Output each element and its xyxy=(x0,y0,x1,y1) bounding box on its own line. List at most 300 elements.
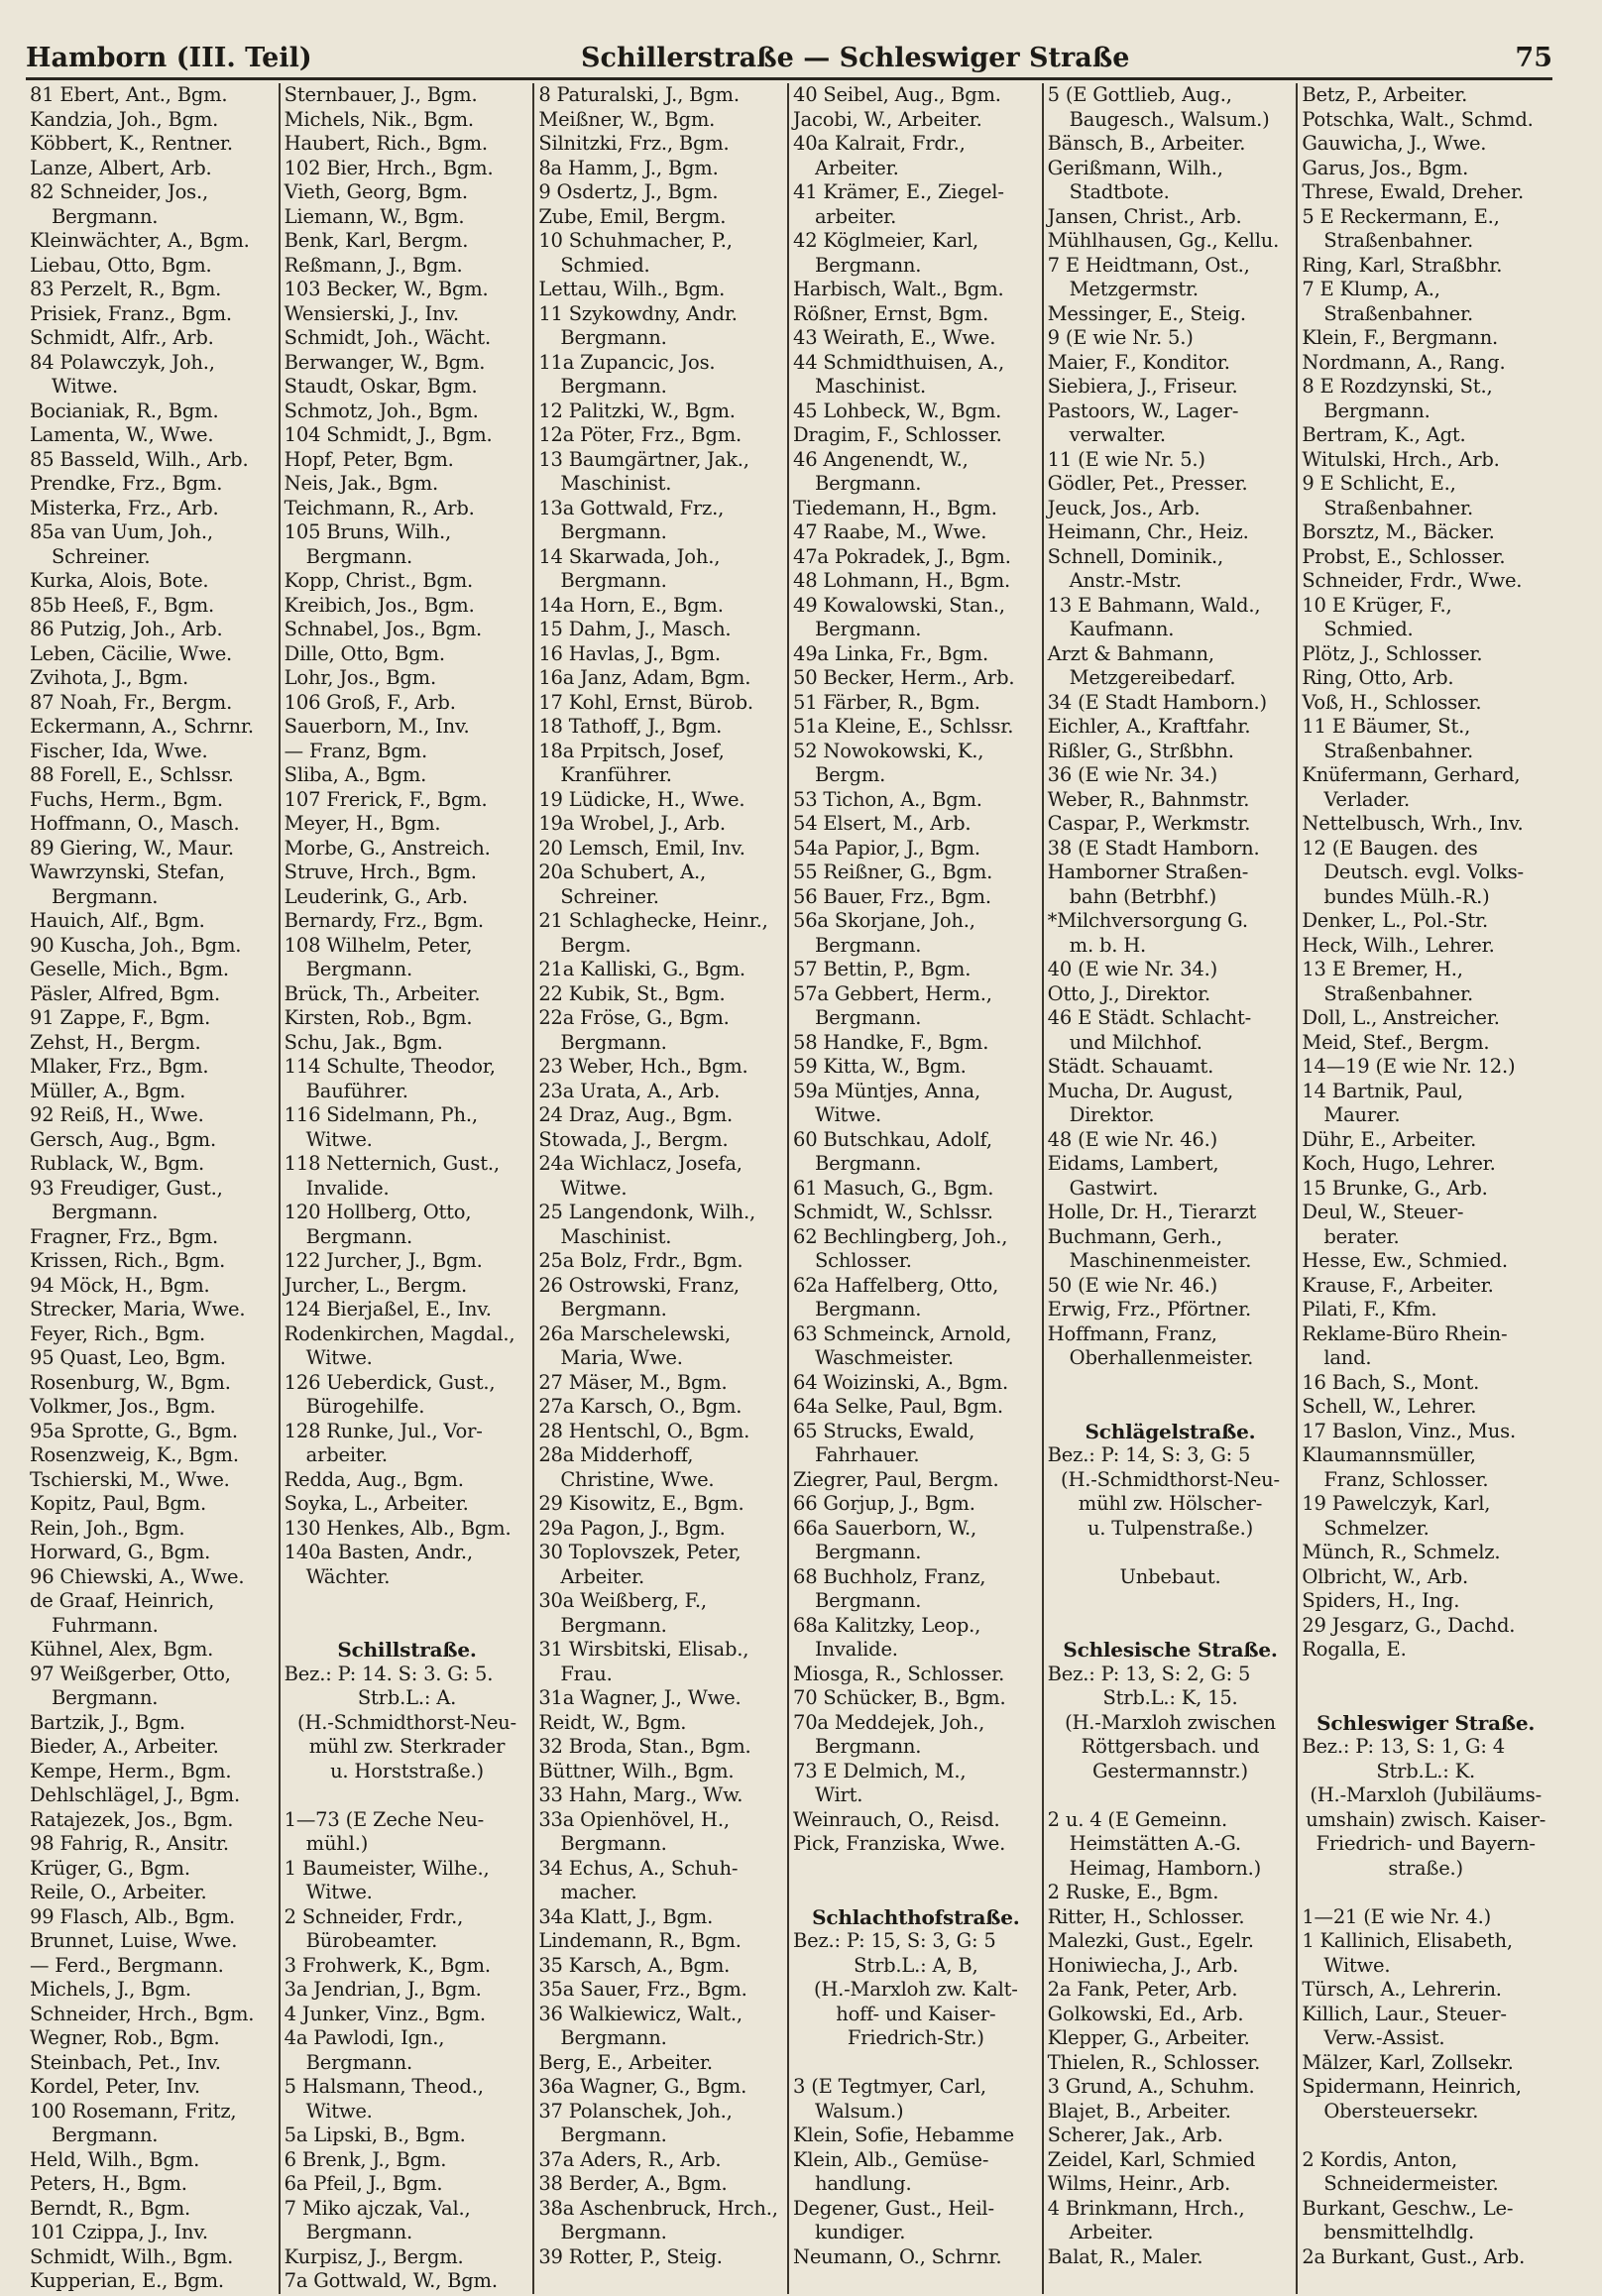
entry-line: Köbbert, K., Rentner. xyxy=(30,132,233,155)
street-heading: Schlachthofstraße. xyxy=(812,1904,1020,1929)
entry-line: Dragim, F., Schlosser. xyxy=(792,423,1002,446)
entry-line: 87 Noah, Fr., Bergm. xyxy=(30,690,233,714)
entry-line: Bergmann. xyxy=(814,1735,922,1758)
entry-line: Hauich, Alf., Bgm. xyxy=(30,909,205,932)
entry-line: Witwe. xyxy=(52,375,119,398)
entry-line: Kandzia, Joh., Bgm. xyxy=(30,107,219,131)
entry-line: Misterka, Frz., Arb. xyxy=(30,496,219,519)
entry-line: Witwe. xyxy=(560,1176,628,1200)
entry-line: 6a Pfeil, J., Bgm. xyxy=(284,2172,443,2195)
entry-line: 5 E Reckermann, E., xyxy=(1302,204,1500,228)
entry-line: arbeiter. xyxy=(305,1443,388,1466)
entry-line: 10 Schuhmacher, P., xyxy=(538,229,733,252)
entry-line: Bergmann. xyxy=(560,2124,667,2146)
entry-line: Krause, F., Arbeiter. xyxy=(1302,1273,1494,1297)
entry-line: land. xyxy=(1323,1346,1372,1369)
entry-line: 25a Bolz, Frdr., Bgm. xyxy=(538,1249,744,1272)
entry-line: Degener, Gust., Heil- xyxy=(792,2196,994,2220)
entry-line: 84 Polawczyk, Joh., xyxy=(30,350,215,374)
entry-line: 26a Marschelewski, xyxy=(538,1321,732,1345)
entry-line: Wensierski, J., Inv. xyxy=(284,301,459,325)
entry-line: Michels, Nik., Bgm. xyxy=(284,107,474,131)
entry-line: handlung. xyxy=(814,2172,912,2195)
entry-line: Mühlhausen, Gg., Kellu. xyxy=(1047,229,1280,252)
entry-line: Bergmann. xyxy=(814,1589,922,1612)
entry-line: Fragner, Frz., Bgm. xyxy=(30,1224,219,1248)
entry-line: 10 E Krüger, F., xyxy=(1302,593,1452,617)
entry-line: Strecker, Maria, Wwe. xyxy=(30,1298,246,1320)
entry-line: Zvihota, J., Bgm. xyxy=(30,666,188,689)
entry-line: 23a Urata, A., Arb. xyxy=(538,1079,721,1102)
entry-line: Türsch, A., Lehrerin. xyxy=(1302,1978,1502,2001)
entry-line: 14 Skarwada, Joh., xyxy=(538,544,721,568)
entry-line: Rein, Joh., Bgm. xyxy=(30,1516,185,1540)
entry-line: 3a Jendrian, J., Bgm. xyxy=(284,1978,482,2001)
entry-line: 8 Paturalski, J., Bgm. xyxy=(538,83,740,106)
entry-line: Invalide. xyxy=(305,1176,390,1200)
entry-line: 12 (E Baugen. des xyxy=(1302,836,1478,860)
entry-line: 91 Zappe, F., Bgm. xyxy=(30,1006,211,1029)
entry-line: 92 Reiß, H., Wwe. xyxy=(30,1103,204,1126)
entry-line: 64 Woizinski, A., Bgm. xyxy=(792,1370,1008,1394)
entry-line: Maurer. xyxy=(1323,1103,1401,1126)
entry-line: Prendke, Frz., Bgm. xyxy=(30,472,223,495)
entry-line: 54a Papior, J., Bgm. xyxy=(792,836,980,860)
entry-line: 70 Schücker, B., Bgm. xyxy=(792,1686,1006,1709)
entry-line: Schmidt, Joh., Wächt. xyxy=(284,326,491,349)
spacer xyxy=(1302,1686,1549,1711)
entry-line: 4 Brinkmann, Hrch., xyxy=(1047,2196,1245,2220)
entry-line: 61 Masuch, G., Bgm. xyxy=(792,1176,994,1200)
entry-line: Bez.: P: 13, S: 2, G: 5 xyxy=(1047,1662,1251,1685)
column-1 xyxy=(26,83,281,2294)
entry-line: Doll, L., Anstreicher. xyxy=(1302,1006,1500,1029)
entry-line: 90 Kuscha, Joh., Bgm. xyxy=(30,933,242,957)
entry-line: Schu, Jak., Bgm. xyxy=(284,1030,443,1054)
entry-line: Rodenkirchen, Magdal., xyxy=(284,1321,515,1345)
entry-line: Heimann, Chr., Heiz. xyxy=(1047,520,1249,543)
entry-line: 34 (E Stadt Hamborn.) xyxy=(1047,690,1267,714)
entry-line: 13 E Bahmann, Wald., xyxy=(1047,593,1261,617)
entry-line: 70a Meddejek, Joh., xyxy=(792,1710,985,1734)
entry-line: Bergmann. xyxy=(305,544,412,568)
entry-line: Kopp, Christ., Bgm. xyxy=(284,569,473,592)
entry-line: Rosenzweig, K., Bgm. xyxy=(30,1443,239,1466)
entry-line: 49 Kowalowski, Stan., xyxy=(792,593,1005,617)
entry-line: 35a Sauer, Frz., Bgm. xyxy=(538,1978,747,2001)
entry-line: Gastwirt. xyxy=(1069,1176,1159,1200)
entry-line: u. Horststraße.) xyxy=(330,1759,484,1782)
street-heading: Schlägelstraße. xyxy=(1085,1419,1256,1443)
entry-line: 40 (E wie Nr. 34.) xyxy=(1047,958,1218,980)
entry-line: Tiedemann, H., Bgm. xyxy=(792,496,997,519)
entry-line: Caspar, P., Werkmstr. xyxy=(1047,812,1251,835)
entry-line: Heimag, Hamborn.) xyxy=(1069,1856,1262,1880)
entry-line: 9 E Schlicht, E., xyxy=(1302,472,1456,495)
column-3 xyxy=(534,83,789,2294)
entry-line: Schmidt, Wilh., Bgm. xyxy=(30,2244,234,2268)
entry-line: Lettau, Wilh., Bgm. xyxy=(538,278,726,300)
entry-line: Bergmann. xyxy=(52,1686,159,1709)
entry-line: Waschmeister. xyxy=(814,1346,954,1369)
entry-line: Mlaker, Frz., Bgm. xyxy=(30,1055,209,1078)
entry-line: 29a Pagon, J., Bgm. xyxy=(538,1516,726,1540)
entry-line: 29 Kisowitz, E., Bgm. xyxy=(538,1492,744,1515)
entry-line: Schmotz, Joh., Bgm. xyxy=(284,399,479,422)
entry-line: 62a Haffelberg, Otto, xyxy=(792,1273,999,1297)
entry-line: Fahrhauer. xyxy=(814,1443,920,1466)
entry-line: Hoffmann, Franz, xyxy=(1047,1321,1217,1345)
entry-line: Olbricht, W., Arb. xyxy=(1302,1564,1469,1588)
entry-line: Klepper, G., Arbeiter. xyxy=(1047,2026,1250,2049)
entry-line: Walsum.) xyxy=(814,2099,904,2123)
entry-line: Berg, E., Arbeiter. xyxy=(538,2050,713,2074)
entry-line: Holle, Dr. H., Tierarzt xyxy=(1047,1201,1257,1223)
entry-line: Kurpisz, J., Bergm. xyxy=(284,2244,464,2268)
entry-line: Fuhrmann. xyxy=(52,1613,159,1637)
entry-line: 19a Wrobel, J., Arb. xyxy=(538,812,726,835)
entry-line: Bergmann. xyxy=(305,1224,412,1248)
entry-line: bahn (Betrbhf.) xyxy=(1069,884,1217,908)
entry-line: Lamenta, W., Wwe. xyxy=(30,423,214,446)
entry-line: 82 Schneider, Jos., xyxy=(30,180,208,203)
entry-line: Jurcher, L., Bergm. xyxy=(284,1273,468,1297)
entry-line: Bez.: P: 14, S: 3, G: 5 xyxy=(1047,1443,1251,1466)
entry-line: Eidams, Lambert, xyxy=(1047,1152,1219,1175)
entry-line: Weber, R., Bahnmstr. xyxy=(1047,787,1250,811)
entry-line: 89 Giering, W., Maur. xyxy=(30,836,234,860)
entry-line: Eichler, A., Kraftfahr. xyxy=(1047,715,1251,738)
entry-line: Miosga, R., Schlosser. xyxy=(792,1662,1005,1685)
entry-line: Hamborner Straßen- xyxy=(1047,861,1249,883)
entry-line: Plötz, J., Schlosser. xyxy=(1302,641,1483,665)
entry-line: Schreiner. xyxy=(52,544,151,568)
entry-line: Bergmann. xyxy=(560,1832,667,1855)
entry-line: 108 Wilhelm, Peter, xyxy=(284,933,473,957)
entry-line: Harbisch, Walt., Bgm. xyxy=(792,278,1004,300)
entry-line: Ring, Otto, Arb. xyxy=(1302,666,1454,689)
entry-line: 17 Kohl, Ernst, Bürob. xyxy=(538,690,753,714)
entry-line: Reklame-Büro Rhein- xyxy=(1302,1321,1508,1345)
entry-line: Strb.L.: A, B, xyxy=(854,1953,978,1977)
entry-line: Nordmann, A., Rang. xyxy=(1302,350,1506,374)
page-header xyxy=(26,38,1552,80)
entry-line: 68 Buchholz, Franz, xyxy=(792,1564,986,1588)
entry-line: Päsler, Alfred, Bgm. xyxy=(30,981,221,1005)
entry-line: 55 Reißner, G., Bgm. xyxy=(792,861,993,883)
entry-line: 122 Jurcher, J., Bgm. xyxy=(284,1249,483,1272)
entry-line: Bürogehilfe. xyxy=(305,1395,425,1418)
entry-line: Teichmann, R., Arb. xyxy=(284,496,475,519)
entry-line: 17 Baslon, Vinz., Mus. xyxy=(1302,1419,1516,1442)
entry-line: Hoffmann, O., Masch. xyxy=(30,812,240,835)
entry-line: Horward, G., Bgm. xyxy=(30,1541,211,1563)
entry-line: Reile, O., Arbeiter. xyxy=(30,1881,207,1903)
entry-line: 7a Gottwald, W., Bgm. xyxy=(284,2269,498,2292)
spacer xyxy=(1048,1541,1294,1565)
entry-line: Schneidermeister. xyxy=(1323,2172,1499,2195)
entry-line: Prisiek, Franz., Bgm. xyxy=(30,301,232,325)
entry-line: Bieder, A., Arbeiter. xyxy=(30,1735,219,1758)
entry-line: 12 Palitzki, W., Bgm. xyxy=(538,399,736,422)
entry-line: 9 (E wie Nr. 5.) xyxy=(1047,326,1194,349)
entry-line: 7 E Klump, A., xyxy=(1302,278,1440,300)
column-2 xyxy=(281,83,535,2294)
entry-line: Bergmann. xyxy=(52,884,159,908)
entry-line: Bergmann. xyxy=(52,204,159,228)
entry-line: Krüger, G., Bgm. xyxy=(30,1856,190,1880)
entry-line: Zehst, H., Bergm. xyxy=(30,1030,201,1054)
entry-line: Witwe. xyxy=(1323,1953,1391,1977)
entry-line: Schmied. xyxy=(560,253,650,277)
entry-line: 22 Kubik, St., Bgm. xyxy=(538,981,726,1005)
entry-line: 85 Basseld, Wilh., Arb. xyxy=(30,447,249,471)
entry-line: 50 (E wie Nr. 46.) xyxy=(1047,1273,1218,1297)
entry-line: 99 Flasch, Alb., Bgm. xyxy=(30,1904,235,1928)
entry-line: Eckermann, A., Schrnr. xyxy=(30,715,254,738)
entry-line: Arbeiter. xyxy=(814,156,899,179)
entry-line: Jansen, Christ., Arb. xyxy=(1047,204,1242,228)
entry-line: Maschinist. xyxy=(814,375,926,398)
entry-line: Bergmann. xyxy=(560,375,667,398)
entry-line: 35 Karsch, A., Bgm. xyxy=(538,1953,731,1977)
running-head-center: Schillerstraße — Schleswiger Straße xyxy=(581,43,1130,73)
spacer xyxy=(1048,1614,1294,1639)
entry-line: Schnabel, Jos., Bgm. xyxy=(284,618,482,640)
entry-line: hoff- und Kaiser- xyxy=(836,2002,996,2025)
entry-line: 19 Pawelczyk, Karl, xyxy=(1302,1492,1491,1515)
entry-line: 58 Handke, F., Bgm. xyxy=(792,1030,989,1054)
entry-line: Heck, Wilh., Lehrer. xyxy=(1302,933,1495,957)
spacer xyxy=(793,1881,1039,1905)
entry-line: 38a Aschenbruck, Hrch., xyxy=(538,2196,778,2220)
entry-line: Schneider, Frdr., Wwe. xyxy=(1302,569,1523,592)
entry-line: Strb.L.: K, 15. xyxy=(1102,1686,1238,1709)
entry-line: Ziegrer, Paul, Bergm. xyxy=(792,1467,999,1491)
entry-line: 16 Bach, S., Mont. xyxy=(1302,1370,1480,1394)
entry-line: 33a Opienhövel, H., xyxy=(538,1807,730,1831)
entry-line: Rößner, Ernst, Bgm. xyxy=(792,301,989,325)
spacer xyxy=(1302,2124,1549,2148)
entry-line: Morbe, G., Anstreich. xyxy=(284,836,491,860)
entry-line: Spidermann, Heinrich, xyxy=(1302,2075,1522,2098)
entry-line: Struve, Hrch., Bgm. xyxy=(284,861,477,883)
entry-line: 114 Schulte, Theodor, xyxy=(284,1055,496,1078)
entry-line: Bartzik, J., Bgm. xyxy=(30,1710,185,1734)
entry-line: 116 Sidelmann, Ph., xyxy=(284,1103,478,1126)
entry-line: 14 Bartnik, Paul, xyxy=(1302,1079,1463,1102)
entry-line: Bergmann. xyxy=(52,1201,159,1223)
entry-line: Arbeiter. xyxy=(1069,2221,1154,2243)
entry-line: Maria, Wwe. xyxy=(560,1346,683,1369)
entry-line: Bernardy, Frz., Bgm. xyxy=(284,909,484,932)
entry-line: Zube, Emil, Bergm. xyxy=(538,204,727,228)
entry-line: 40 Seibel, Aug., Bgm. xyxy=(792,83,1001,106)
entry-line: 46 E Städt. Schlacht- xyxy=(1047,1006,1252,1029)
entry-line: 41 Krämer, E., Ziegel- xyxy=(792,180,1004,203)
entry-line: Fischer, Ida, Wwe. xyxy=(30,739,208,762)
entry-line: Buchmann, Gerh., xyxy=(1047,1224,1222,1248)
entry-line: 4 Junker, Vinz., Bgm. xyxy=(284,2002,486,2025)
entry-line: Thielen, R., Schlosser. xyxy=(1047,2050,1261,2074)
entry-line: 95a Sprotte, G., Bgm. xyxy=(30,1419,238,1442)
entry-line: Deutsch. evgl. Volks- xyxy=(1323,861,1524,883)
entry-line: Obersteuersekr. xyxy=(1323,2099,1479,2123)
entry-line: 11 (E wie Nr. 5.) xyxy=(1047,447,1205,471)
entry-line: 30a Weißberg, F., xyxy=(538,1589,707,1612)
entry-line: arbeiter. xyxy=(814,204,897,228)
entry-line: Maschinist. xyxy=(560,1224,672,1248)
entry-line: 7 Miko ajczak, Val., xyxy=(284,2196,471,2220)
entry-line: Burkant, Geschw., Le- xyxy=(1302,2196,1514,2220)
entry-line: Metzgermstr. xyxy=(1069,278,1199,300)
entry-line: Staudt, Oskar, Bgm. xyxy=(284,375,478,398)
entry-line: Geselle, Mich., Bgm. xyxy=(30,958,229,980)
entry-line: 56 Bauer, Frz., Bgm. xyxy=(792,884,991,908)
entry-line: Bergmann. xyxy=(814,1152,922,1175)
entry-line: (H.-Marxloh zw. Kalt- xyxy=(813,1978,1018,2001)
entry-line: 13 Baumgärtner, Jak., xyxy=(538,447,749,471)
entry-line: Christine, Wwe. xyxy=(560,1467,715,1491)
column-5 xyxy=(1044,83,1299,2294)
entry-line: Reßmann, J., Bgm. xyxy=(284,253,463,277)
entry-line: Klein, Alb., Gemüse- xyxy=(792,2147,989,2171)
column-4 xyxy=(789,83,1044,2294)
entry-line: 37 Polanschek, Joh., xyxy=(538,2099,733,2123)
spacer xyxy=(1048,1783,1294,1808)
entry-line: Vieth, Georg, Bgm. xyxy=(284,180,468,203)
entry-line: kundiger. xyxy=(814,2221,906,2243)
entry-line: Steinbach, Pet., Inv. xyxy=(30,2050,221,2074)
entry-line: 26 Ostrowski, Franz, xyxy=(538,1273,740,1297)
entry-line: Hesse, Ew., Schmied. xyxy=(1302,1249,1508,1272)
entry-line: Messinger, E., Steig. xyxy=(1047,301,1246,325)
spacer xyxy=(793,1857,1039,1882)
entry-line: Direktor. xyxy=(1069,1103,1155,1126)
entry-line: 1 Kallinich, Elisabeth, xyxy=(1302,1929,1513,1952)
entry-line: Arzt & Bahmann, xyxy=(1047,641,1214,665)
street-heading: Schleswiger Straße. xyxy=(1316,1710,1536,1735)
entry-line: 28a Midderhoff, xyxy=(538,1443,694,1466)
entry-line: Gauwicha, J., Wwe. xyxy=(1302,132,1487,155)
entry-line: Münch, R., Schmelz. xyxy=(1302,1541,1501,1563)
entry-line: Kühnel, Alex, Bgm. xyxy=(30,1638,214,1661)
entry-line: 45 Lohbeck, W., Bgm. xyxy=(792,399,1002,422)
entry-line: 94 Möck, H., Bgm. xyxy=(30,1273,210,1297)
entry-line: Bergmann. xyxy=(814,618,922,640)
entry-line: Strb.L.: K. xyxy=(1376,1759,1475,1782)
entry-line: 98 Fahrig, R., Ansitr. xyxy=(30,1832,229,1855)
entry-line: 13a Gottwald, Frz., xyxy=(538,496,725,519)
entry-line: 120 Hollberg, Otto, xyxy=(284,1201,472,1223)
entry-line: 85b Heeß, F., Bgm. xyxy=(30,593,214,617)
entry-line: Koch, Hugo, Lehrer. xyxy=(1302,1152,1496,1175)
entry-line: 14—19 (E wie Nr. 12.) xyxy=(1302,1055,1516,1078)
entry-line: 18 Tathoff, J., Bgm. xyxy=(538,715,723,738)
street-heading: Schlesische Straße. xyxy=(1063,1638,1278,1662)
entry-line: 106 Groß, F., Arb. xyxy=(284,690,456,714)
entry-line: Potschka, Walt., Schmd. xyxy=(1302,107,1534,131)
entry-line: 97 Weißgerber, Otto, xyxy=(30,1662,231,1685)
entry-line: Spiders, H., Ing. xyxy=(1302,1589,1460,1612)
entry-line: Schmelzer. xyxy=(1323,1516,1430,1540)
entry-line: Bergmann. xyxy=(814,933,922,957)
entry-line: 21 Schlaghecke, Heinr., xyxy=(538,909,768,932)
entry-line: Ring, Karl, Straßbhr. xyxy=(1302,253,1503,277)
entry-line: Metzgereibedarf. xyxy=(1069,666,1236,689)
entry-line: 126 Ueberdick, Gust., xyxy=(284,1370,496,1394)
entry-line: 18a Prpitsch, Josef, xyxy=(538,739,725,762)
directory-columns xyxy=(26,83,1552,2292)
entry-line: Verlader. xyxy=(1323,787,1410,811)
entry-line: Oberhallenmeister. xyxy=(1069,1346,1254,1369)
entry-line: 46 Angenendt, W., xyxy=(792,447,969,471)
entry-line: Baugesch., Walsum.) xyxy=(1069,107,1270,131)
entry-line: Maier, F., Konditor. xyxy=(1047,350,1230,374)
entry-line: Killich, Laur., Steuer- xyxy=(1302,2002,1507,2025)
entry-line: Bocianiak, R., Bgm. xyxy=(30,399,219,422)
entry-line: 47a Pokradek, J., Bgm. xyxy=(792,544,1011,568)
entry-line: Bergmann. xyxy=(814,1006,922,1029)
entry-line: Schmidt, W., Schlssr. xyxy=(792,1201,993,1223)
entry-line: Reidt, W., Bgm. xyxy=(538,1710,687,1734)
entry-line: Schlosser. xyxy=(814,1249,912,1272)
entry-line: Frau. xyxy=(560,1662,613,1685)
entry-line: Schnell, Dominik., xyxy=(1047,544,1223,568)
entry-line: Wegner, Rob., Bgm. xyxy=(30,2026,220,2049)
entry-line: Bergmann. xyxy=(560,569,667,592)
entry-line: Invalide. xyxy=(814,1638,898,1661)
entry-line: Kempe, Herm., Bgm. xyxy=(30,1759,232,1782)
column-6 xyxy=(1298,83,1552,2294)
entry-line: de Graaf, Heinrich, xyxy=(30,1589,215,1612)
entry-line: Müller, A., Bgm. xyxy=(30,1079,186,1102)
entry-line: 3 (E Tegtmyer, Carl, xyxy=(792,2075,986,2098)
entry-line: Witwe. xyxy=(814,1103,881,1126)
entry-line: Hopf, Peter, Bgm. xyxy=(284,447,454,471)
entry-line: Bergmann. xyxy=(52,2124,159,2146)
entry-line: Borsztz, M., Bäcker. xyxy=(1302,520,1495,543)
entry-line: 95 Quast, Leo, Bgm. xyxy=(30,1346,226,1369)
page-number: 75 xyxy=(1515,43,1552,73)
entry-line: Probst, E., Schlosser. xyxy=(1302,544,1506,568)
entry-line: Otto, J., Direktor. xyxy=(1047,981,1211,1005)
entry-line: Sliba, A., Bgm. xyxy=(284,763,427,786)
entry-line: Kreibich, Jos., Bgm. xyxy=(284,593,475,617)
entry-line: Brunnet, Luise, Wwe. xyxy=(30,1929,238,1952)
entry-line: 104 Schmidt, J., Bgm. xyxy=(284,423,493,446)
entry-line: Fuchs, Herm., Bgm. xyxy=(30,787,223,811)
entry-line: (H.-Marxloh zwischen xyxy=(1065,1710,1276,1734)
entry-line: Voß, H., Schlosser. xyxy=(1302,690,1482,714)
entry-line: Bergmann. xyxy=(305,2221,412,2243)
entry-line: Jeuck, Jos., Arb. xyxy=(1047,496,1201,519)
entry-line: Blajet, B., Arbeiter. xyxy=(1047,2099,1231,2123)
entry-line: Gersch, Aug., Bgm. xyxy=(30,1127,216,1151)
entry-line: Straßenbahner. xyxy=(1323,229,1473,252)
entry-line: 124 Bierjaßel, E., Inv. xyxy=(284,1298,492,1320)
entry-line: 16a Janz, Adam, Bgm. xyxy=(538,666,751,689)
entry-line: Wilms, Heinr., Arb. xyxy=(1047,2172,1231,2195)
entry-line: Bez.: P: 13, S: 1, G: 4 xyxy=(1302,1735,1505,1758)
entry-line: Betz, P., Arbeiter. xyxy=(1302,83,1468,106)
entry-line: Schmidt, Alfr., Arb. xyxy=(30,326,214,349)
entry-line: Benk, Karl, Bergm. xyxy=(284,229,469,252)
entry-line: 2a Burkant, Gust., Arb. xyxy=(1302,2244,1526,2268)
street-heading: Schillstraße. xyxy=(337,1638,477,1662)
entry-line: Kordel, Peter, Inv. xyxy=(30,2075,200,2098)
entry-line: Bergmann. xyxy=(560,1613,667,1637)
